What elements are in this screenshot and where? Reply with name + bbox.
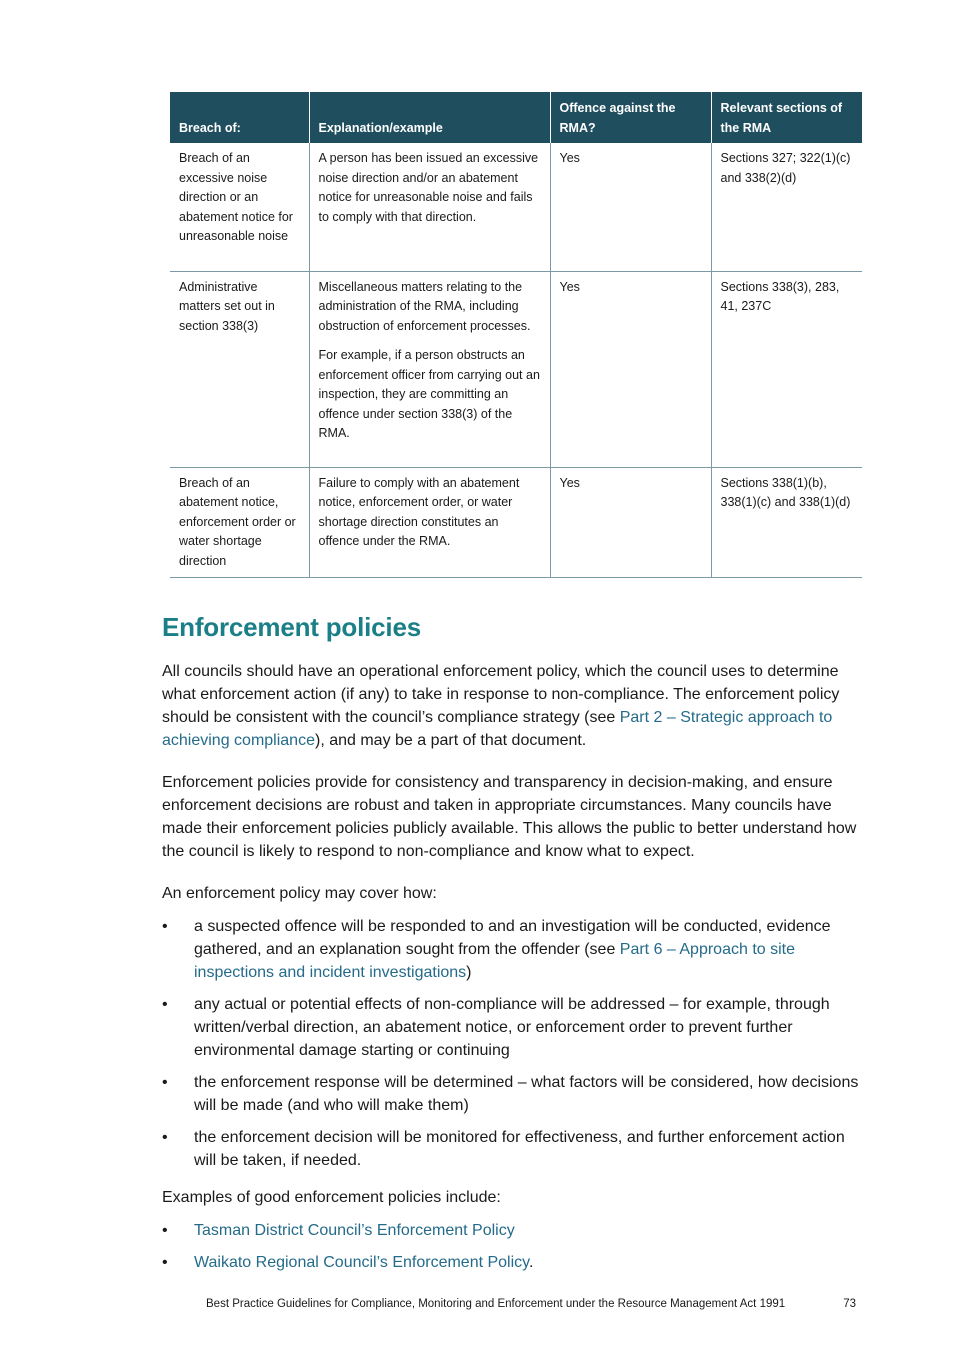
list-item [162, 993, 862, 1062]
bullet-icon: • [162, 1074, 168, 1091]
paragraph: An enforcement policy may cover how: [162, 885, 437, 902]
list-item [162, 915, 862, 984]
cell-breach: Administrative matters set out in section 338(3) [170, 271, 309, 467]
section-body [162, 660, 862, 1283]
offences-table [170, 92, 862, 578]
bullet-icon: • [162, 1254, 168, 1271]
page-number: 73 [843, 1298, 856, 1310]
column-header-breach: Breach of: [170, 92, 309, 143]
explanation-paragraph: Miscellaneous matters relating to the administration of the RMA, including obstruction of enforcement processes. [318, 279, 531, 333]
column-header-offence: Offence against the RMA? [550, 92, 711, 143]
paragraph-text: All councils should have an operational enforcement policy, which the council uses to determine what enforcement action (if any) to take in response to non-compliance. The enforcement policy should be consistent with the council’s compliance strategy (see [162, 663, 840, 726]
paragraph [162, 660, 862, 752]
offences-table-wrapper [170, 92, 862, 578]
explanation-paragraph: For example, if a person obstructs an enforcement officer from carrying out an inspection, they are committing an offence under section 338(3) of the RMA. [318, 348, 540, 440]
list-item [162, 1219, 862, 1242]
table-row [170, 467, 862, 578]
cell-explanation [309, 467, 550, 578]
paragraph: Examples of good enforcement policies include: [162, 1189, 501, 1206]
column-header-sections: Relevant sections of the RMA [711, 92, 862, 143]
table-row [170, 143, 862, 271]
part-6-link[interactable]: Part 6 – Approach to site inspections and incident investigations [194, 941, 795, 981]
list-item [162, 1071, 862, 1117]
list-item-text: any actual or potential effects of non-compliance will be addressed – for example, through written/verbal direction, an abatement notice, or enforcement order to prevent further environmental damage starting or continuing [194, 996, 830, 1059]
bullet-icon: • [162, 1129, 168, 1146]
list-item-text: ) [466, 964, 472, 981]
policy-coverage-list [162, 915, 862, 1172]
list-item [162, 1251, 862, 1274]
part-2-link[interactable]: Part 2 – Strategic approach to achieving compliance [162, 709, 833, 749]
cell-offence: Yes [550, 143, 711, 271]
paragraph: Enforcement policies provide for consistency and transparency in decision-making, and ensure enforcement decisions are robust and taken in appropriate circumstances. Many councils have made their enforcement policies publicly available. This allows the public to better understand how the council is likely to respond to non-compliance and know what to expect. [162, 774, 857, 860]
paragraph-text: ), and may be a part of that document. [314, 732, 587, 749]
cell-breach: Breach of an abatement notice, enforcement order or water shortage direction [170, 467, 309, 578]
cell-sections: Sections 338(3), 283, 41, 237C [711, 271, 862, 467]
list-item-text: the enforcement decision will be monitored for effectiveness, and further enforcement action will be taken, if needed. [194, 1129, 845, 1169]
tasman-policy-link[interactable]: Tasman District Council’s Enforcement Policy [194, 1222, 515, 1239]
cell-sections: Sections 338(1)(b), 338(1)(c) and 338(1)(d) [711, 467, 862, 578]
list-item-text: the enforcement response will be determined – what factors will be considered, how decisions will be made (and who will make them) [194, 1074, 859, 1114]
bullet-icon: • [162, 1222, 168, 1239]
cell-offence: Yes [550, 271, 711, 467]
cell-breach: Breach of an excessive noise direction or an abatement notice for unreasonable noise [170, 143, 309, 271]
column-header-explanation: Explanation/example [309, 92, 550, 143]
cell-explanation [309, 271, 550, 467]
footer-text: Best Practice Guidelines for Compliance, Monitoring and Enforcement under the Resource Management Act 1991 [206, 1298, 786, 1310]
list-item-text: a suspected offence will be responded to and an investigation will be conducted, evidence gathered, and an explanation sought from the offender (see [194, 918, 831, 958]
table-header-row [170, 92, 862, 143]
list-item [162, 1126, 862, 1172]
cell-offence: Yes [550, 467, 711, 578]
list-item-text: . [528, 1254, 534, 1271]
cell-explanation [309, 143, 550, 271]
bullet-icon: • [162, 918, 168, 935]
page-footer [206, 1298, 856, 1310]
examples-list [162, 1219, 862, 1274]
bullet-icon: • [162, 996, 168, 1013]
explanation-paragraph: Failure to comply with an abatement notice, enforcement order, or water shortage direction constitutes an offence under the RMA. [318, 475, 520, 548]
cell-sections: Sections 327; 322(1)(c) and 338(2)(d) [711, 143, 862, 271]
section-heading: Enforcement policies [162, 612, 421, 642]
table-row [170, 271, 862, 467]
explanation-paragraph: A person has been issued an excessive noise direction and/or an abatement notice for unreasonable noise and fails to comply with that direction. [318, 151, 539, 224]
waikato-policy-link[interactable]: Waikato Regional Council’s Enforcement Policy [194, 1254, 529, 1271]
